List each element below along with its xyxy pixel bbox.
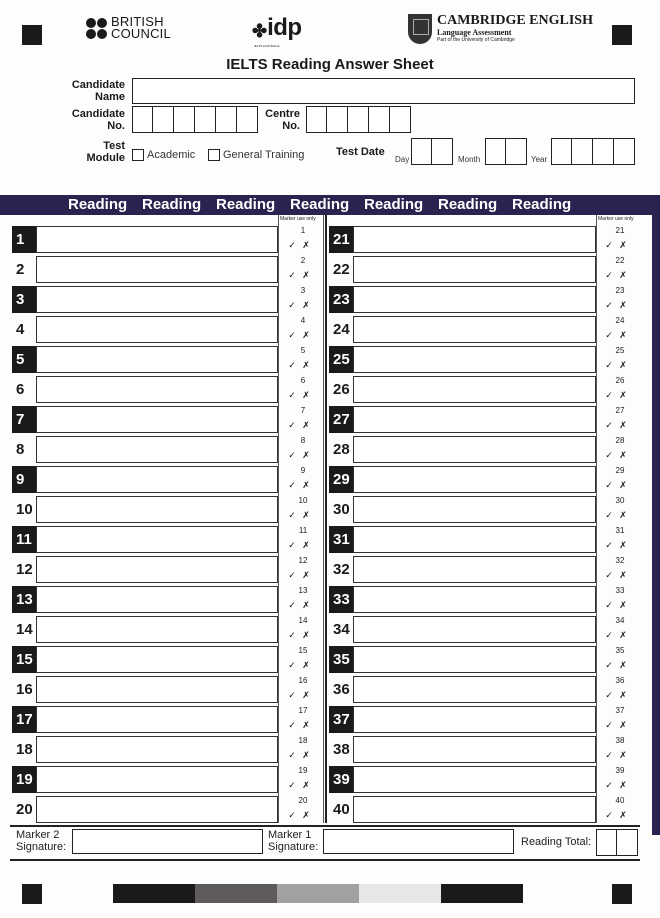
marker-box[interactable]: 3 ✓ ✗ [288, 286, 312, 310]
marker-box[interactable]: 10 ✓ ✗ [288, 496, 312, 520]
question-number: 39 [329, 766, 353, 793]
question-number: 24 [333, 321, 350, 338]
answer-row [12, 706, 324, 733]
marker-box[interactable]: 8 ✓ ✗ [288, 436, 312, 460]
tick-cross-icon: ✓ ✗ [605, 570, 629, 580]
question-number: 16 [16, 681, 33, 698]
tick-cross-icon: ✓ ✗ [605, 510, 629, 520]
tick-cross-icon: ✓ ✗ [288, 510, 312, 520]
answer-row [12, 406, 324, 433]
answer-row [12, 286, 324, 313]
answer-field[interactable] [36, 526, 278, 553]
marker-box[interactable]: 1 ✓ ✗ [288, 226, 312, 250]
answer-field[interactable] [36, 766, 278, 793]
answer-field[interactable] [353, 316, 596, 343]
tick-cross-icon: ✓ ✗ [605, 600, 629, 610]
answer-field[interactable] [353, 496, 596, 523]
question-number: 7 [12, 406, 36, 433]
tick-cross-icon: ✓ ✗ [605, 720, 629, 730]
tick-cross-icon: ✓ ✗ [605, 780, 629, 790]
registration-mark-top-left [22, 25, 42, 45]
tick-cross-icon: ✓ ✗ [605, 810, 629, 820]
question-number: 33 [329, 586, 353, 613]
question-number: 11 [12, 526, 36, 553]
tick-cross-icon: ✓ ✗ [288, 450, 312, 460]
cambridge-line3: Part of the University of Cambridge [437, 37, 515, 43]
question-number: 12 [16, 561, 33, 578]
question-number: 9 [12, 466, 36, 493]
answer-row [329, 586, 637, 613]
page-title: IELTS Reading Answer Sheet [226, 56, 434, 73]
marker-box[interactable]: 30 ✓ ✗ [605, 496, 629, 520]
question-number: 17 [12, 706, 36, 733]
answer-row [329, 646, 637, 673]
answer-field[interactable] [353, 406, 596, 433]
marker-box[interactable]: 19 ✓ ✗ [288, 766, 312, 790]
question-number: 26 [333, 381, 350, 398]
answer-field[interactable] [36, 586, 278, 613]
question-number: 19 [12, 766, 36, 793]
tick-cross-icon: ✓ ✗ [288, 660, 312, 670]
answer-row [329, 526, 637, 553]
marker-box[interactable]: 12 ✓ ✗ [288, 556, 312, 580]
marker-box[interactable]: 5 ✓ ✗ [288, 346, 312, 370]
day-label: Day [395, 155, 410, 164]
question-number: 25 [329, 346, 353, 373]
answer-row [329, 376, 637, 403]
cambridge-line2: Language Assessment [437, 28, 512, 37]
marker-box[interactable]: 22 ✓ ✗ [605, 256, 629, 280]
year-field[interactable] [551, 138, 635, 165]
registration-mark-bottom-left [22, 884, 42, 904]
answer-field[interactable] [36, 346, 278, 373]
marker-box[interactable]: 29 ✓ ✗ [605, 466, 629, 490]
candidate-no-label: Candidate No. [71, 108, 125, 132]
marker2-signature-field[interactable] [72, 829, 263, 854]
marker-box[interactable]: 27 ✓ ✗ [605, 406, 629, 430]
marker-box[interactable]: 23 ✓ ✗ [605, 286, 629, 310]
tick-cross-icon: ✓ ✗ [605, 420, 629, 430]
module-general-training-option[interactable]: General Training [208, 146, 304, 164]
year-label: Year [531, 155, 548, 164]
answer-row [12, 766, 324, 793]
marker-box[interactable]: 25 ✓ ✗ [605, 346, 629, 370]
marker-use-only-left: Marker use only [280, 216, 316, 222]
bc-line2: COUNCIL [111, 26, 171, 41]
marker-box[interactable]: 21 ✓ ✗ [605, 226, 629, 250]
footer-bottom-rule [10, 859, 640, 861]
tick-cross-icon: ✓ ✗ [288, 810, 312, 820]
answer-row [329, 706, 637, 733]
tick-cross-icon: ✓ ✗ [288, 780, 312, 790]
question-number: 27 [329, 406, 353, 433]
question-number: 14 [16, 621, 33, 638]
marker2-signature-label: Marker 2 Signature: [16, 829, 67, 853]
answer-row [12, 646, 324, 673]
answer-row [329, 286, 637, 313]
tick-cross-icon: ✓ ✗ [605, 630, 629, 640]
calibration-swatch [441, 884, 523, 903]
answer-field[interactable] [353, 376, 596, 403]
question-number: 29 [329, 466, 353, 493]
answer-field[interactable] [36, 256, 278, 283]
question-number: 10 [16, 501, 33, 518]
question-number: 13 [12, 586, 36, 613]
question-number: 18 [16, 741, 33, 758]
right-edge-stripe [652, 195, 660, 835]
answer-field[interactable] [353, 676, 596, 703]
answer-field[interactable] [36, 316, 278, 343]
question-number: 37 [329, 706, 353, 733]
candidate-name-field[interactable] [132, 78, 635, 104]
marker-box[interactable]: 37 ✓ ✗ [605, 706, 629, 730]
question-number: 38 [333, 741, 350, 758]
marker-box[interactable]: 24 ✓ ✗ [605, 316, 629, 340]
answer-row [329, 346, 637, 373]
centre-no-label: Centre No. [265, 108, 300, 132]
answer-row [12, 736, 324, 763]
answer-field[interactable] [353, 766, 596, 793]
answer-row [12, 316, 324, 343]
answer-field[interactable] [36, 796, 278, 823]
answer-row [12, 226, 324, 253]
tick-cross-icon: ✓ ✗ [605, 390, 629, 400]
tick-cross-icon: ✓ ✗ [605, 690, 629, 700]
tick-cross-icon: ✓ ✗ [605, 360, 629, 370]
answer-field[interactable] [36, 616, 278, 643]
marker-box[interactable]: 18 ✓ ✗ [288, 736, 312, 760]
tick-cross-icon: ✓ ✗ [288, 540, 312, 550]
answer-field[interactable] [353, 436, 596, 463]
answer-field[interactable] [353, 226, 596, 253]
marker-box[interactable]: 14 ✓ ✗ [288, 616, 312, 640]
question-number: 4 [16, 321, 25, 338]
answer-field[interactable] [36, 556, 278, 583]
answer-row [12, 376, 324, 403]
question-number: 40 [333, 801, 350, 818]
tick-cross-icon: ✓ ✗ [288, 630, 312, 640]
answer-field[interactable] [36, 706, 278, 733]
answer-row [329, 226, 637, 253]
tick-cross-icon: ✓ ✗ [288, 750, 312, 760]
idp-emblem-icon: ✤ [252, 21, 268, 41]
answer-row [329, 316, 637, 343]
marker-box[interactable]: 40 ✓ ✗ [605, 796, 629, 820]
academic-checkbox[interactable] [132, 149, 144, 161]
tick-cross-icon: ✓ ✗ [288, 390, 312, 400]
answer-field[interactable] [36, 406, 278, 433]
candidate-no-field[interactable] [132, 106, 258, 133]
marker-box[interactable]: 32 ✓ ✗ [605, 556, 629, 580]
cambridge-shield-icon [408, 14, 432, 44]
idp-logo [252, 14, 302, 48]
reading-total-field[interactable] [596, 829, 638, 856]
marker-box[interactable]: 15 ✓ ✗ [288, 646, 312, 670]
idp-subtext: IELTS AUSTRALIA [254, 44, 280, 48]
answer-row [329, 796, 637, 823]
answer-row [12, 676, 324, 703]
marker-use-only-right: Marker use only [598, 216, 634, 222]
calibration-swatch [359, 884, 441, 903]
question-number: 21 [329, 226, 353, 253]
cambridge-logo [408, 14, 593, 44]
answer-field[interactable] [36, 286, 278, 313]
question-number: 35 [329, 646, 353, 673]
answer-field[interactable] [353, 286, 596, 313]
marker-box[interactable]: 33 ✓ ✗ [605, 586, 629, 610]
answer-field[interactable] [353, 586, 596, 613]
answer-row [329, 736, 637, 763]
answer-field[interactable] [36, 736, 278, 763]
question-number: 15 [12, 646, 36, 673]
tick-cross-icon: ✓ ✗ [288, 270, 312, 280]
calibration-swatch [195, 884, 277, 903]
answer-field[interactable] [353, 556, 596, 583]
footer-top-rule [10, 825, 640, 827]
marker-box[interactable]: 7 ✓ ✗ [288, 406, 312, 430]
tick-cross-icon: ✓ ✗ [605, 270, 629, 280]
question-number: 22 [333, 261, 350, 278]
question-number: 36 [333, 681, 350, 698]
marker-box[interactable]: 36 ✓ ✗ [605, 676, 629, 700]
marker-box[interactable]: 9 ✓ ✗ [288, 466, 312, 490]
marker-box[interactable]: 39 ✓ ✗ [605, 766, 629, 790]
answer-field[interactable] [36, 646, 278, 673]
test-date-label: Test Date [336, 146, 385, 158]
column-divider [325, 215, 327, 823]
tick-cross-icon: ✓ ✗ [288, 720, 312, 730]
question-number: 31 [329, 526, 353, 553]
day-field[interactable] [411, 138, 453, 165]
tick-cross-icon: ✓ ✗ [605, 450, 629, 460]
answer-field[interactable] [36, 676, 278, 703]
answer-field[interactable] [353, 256, 596, 283]
answer-field[interactable] [36, 376, 278, 403]
calibration-swatch [277, 884, 359, 903]
marker-box[interactable]: 20 ✓ ✗ [288, 796, 312, 820]
marker-box[interactable]: 35 ✓ ✗ [605, 646, 629, 670]
answer-field[interactable] [353, 736, 596, 763]
centre-no-field[interactable] [306, 106, 411, 133]
answer-field[interactable] [36, 496, 278, 523]
question-number: 20 [16, 801, 33, 818]
answer-field[interactable] [36, 226, 278, 253]
answer-row [12, 256, 324, 283]
answer-row [329, 616, 637, 643]
question-number: 5 [12, 346, 36, 373]
question-number: 8 [16, 441, 25, 458]
tick-cross-icon: ✓ ✗ [605, 750, 629, 760]
test-module-label: Test Module [86, 140, 125, 164]
bc-line1: BRITISH [111, 14, 164, 29]
idp-text: idp [267, 14, 302, 41]
marker-box[interactable]: 31 ✓ ✗ [605, 526, 629, 550]
marker-box[interactable]: 34 ✓ ✗ [605, 616, 629, 640]
tick-cross-icon: ✓ ✗ [605, 330, 629, 340]
candidate-name-label: Candidate Name [71, 79, 125, 103]
tick-cross-icon: ✓ ✗ [288, 480, 312, 490]
answer-field[interactable] [36, 466, 278, 493]
tick-cross-icon: ✓ ✗ [605, 660, 629, 670]
answer-row [329, 466, 637, 493]
marker-box[interactable]: 4 ✓ ✗ [288, 316, 312, 340]
answer-row [12, 496, 324, 523]
answer-field[interactable] [353, 646, 596, 673]
question-number: 6 [16, 381, 25, 398]
answer-row [12, 436, 324, 463]
general-training-checkbox[interactable] [208, 149, 220, 161]
answer-row [329, 436, 637, 463]
answer-row [329, 676, 637, 703]
module-academic-option[interactable]: Academic [132, 146, 195, 164]
answer-field[interactable] [353, 616, 596, 643]
question-number: 23 [329, 286, 353, 313]
tick-cross-icon: ✓ ✗ [288, 570, 312, 580]
answer-row [329, 556, 637, 583]
question-number: 2 [16, 261, 25, 278]
tick-cross-icon: ✓ ✗ [288, 330, 312, 340]
tick-cross-icon: ✓ ✗ [605, 240, 629, 250]
answer-row [12, 466, 324, 493]
tick-cross-icon: ✓ ✗ [288, 690, 312, 700]
reading-total-label: Reading Total: [521, 836, 592, 848]
answer-field[interactable] [36, 436, 278, 463]
answer-field[interactable] [353, 526, 596, 553]
tick-cross-icon: ✓ ✗ [605, 540, 629, 550]
tick-cross-icon: ✓ ✗ [288, 300, 312, 310]
calibration-swatch [113, 884, 195, 903]
marker-box[interactable]: 11 ✓ ✗ [288, 526, 312, 550]
question-number: 1 [12, 226, 36, 253]
registration-mark-top-right [612, 25, 632, 45]
marker-box[interactable]: 13 ✓ ✗ [288, 586, 312, 610]
question-number: 34 [333, 621, 350, 638]
answer-row [12, 556, 324, 583]
question-number: 30 [333, 501, 350, 518]
tick-cross-icon: ✓ ✗ [605, 480, 629, 490]
answer-row [12, 346, 324, 373]
marker-box[interactable]: 2 ✓ ✗ [288, 256, 312, 280]
answer-row [329, 406, 637, 433]
month-label: Month [458, 155, 481, 164]
answer-field[interactable] [353, 706, 596, 733]
marker-box[interactable]: 17 ✓ ✗ [288, 706, 312, 730]
question-number: 32 [333, 561, 350, 578]
tick-cross-icon: ✓ ✗ [288, 600, 312, 610]
calibration-bar [113, 884, 523, 903]
answer-row [12, 586, 324, 613]
marker-box[interactable]: 26 ✓ ✗ [605, 376, 629, 400]
answer-row [12, 616, 324, 643]
tick-cross-icon: ✓ ✗ [288, 240, 312, 250]
tick-cross-icon: ✓ ✗ [288, 360, 312, 370]
registration-mark-bottom-right [612, 884, 632, 904]
marker1-signature-field[interactable] [323, 829, 514, 854]
answer-row [12, 526, 324, 553]
month-field[interactable] [485, 138, 527, 165]
marker-box[interactable]: 28 ✓ ✗ [605, 436, 629, 460]
marker-box[interactable]: 38 ✓ ✗ [605, 736, 629, 760]
marker-box[interactable]: 16 ✓ ✗ [288, 676, 312, 700]
british-council-dots-icon [86, 18, 107, 39]
answer-row [329, 766, 637, 793]
answer-row [329, 256, 637, 283]
answer-field[interactable] [353, 796, 596, 823]
answer-field[interactable] [353, 466, 596, 493]
question-number: 3 [12, 286, 36, 313]
tick-cross-icon: ✓ ✗ [605, 300, 629, 310]
marker-box[interactable]: 6 ✓ ✗ [288, 376, 312, 400]
british-council-logo [86, 16, 171, 40]
answer-row [329, 496, 637, 523]
answer-field[interactable] [353, 346, 596, 373]
reading-band: Reading Reading Reading Reading Reading Reading Reading [0, 195, 652, 215]
tick-cross-icon: ✓ ✗ [288, 420, 312, 430]
answer-row [12, 796, 324, 823]
marker1-signature-label: Marker 1 Signature: [268, 829, 319, 853]
cambridge-line1: CAMBRIDGE ENGLISH [437, 13, 593, 28]
question-number: 28 [333, 441, 350, 458]
